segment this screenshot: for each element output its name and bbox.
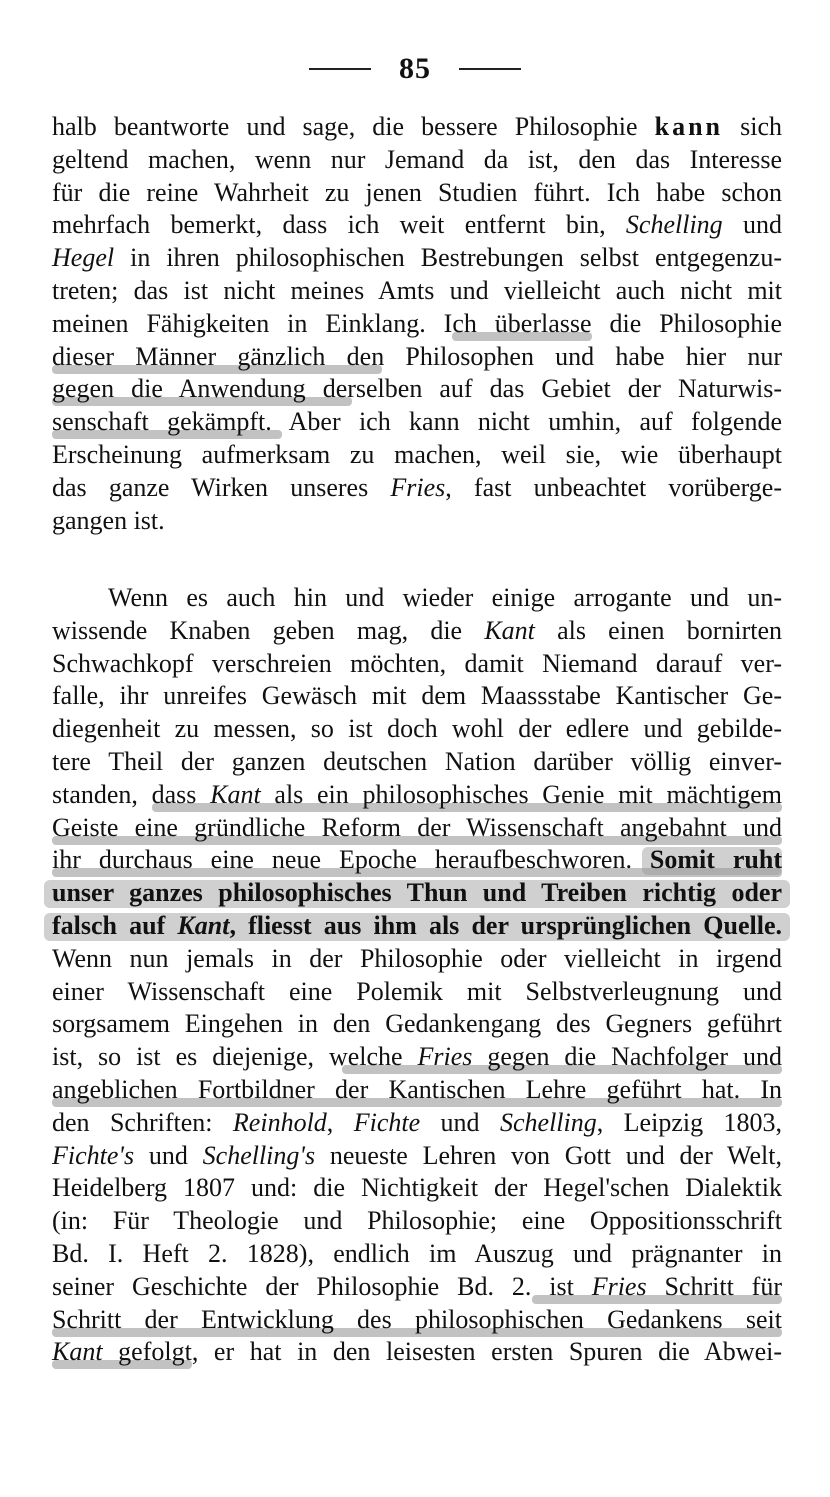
text-line: Kant gefolgt, er hat in den leisesten ersten Spuren die Abwei-: [52, 1336, 782, 1369]
text-line: gangen ist.: [52, 505, 165, 535]
text-line: geltend machen, wenn nur Jemand da ist, den das Interesse: [52, 144, 782, 174]
text-line: meinen Fähigkeiten in Einklang. Ich überlasse die Philosophie: [52, 308, 782, 341]
text-line: dieser Männer gänzlich den Philosophen und habe hier nur: [52, 341, 782, 374]
header-rule-left: [309, 68, 371, 70]
paragraph-1: [52, 111, 782, 537]
text-line: halb beantworte und sage, die bessere Philosophie kann sich: [52, 112, 782, 141]
text-line: seiner Geschichte der Philosophie Bd. 2. ist Fries Schritt für: [52, 1271, 782, 1304]
text-line: falsch auf Kant, fliesst aus ihm als der ursprünglichen Quelle.: [52, 910, 782, 943]
text-line: einer Wissenschaft eine Polemik mit Selbstverleugnung und: [52, 976, 782, 1006]
text-line: (in: Für Theologie und Philosophie; eine Oppositionsschrift: [52, 1206, 782, 1236]
text-line: ihr durchaus eine neue Epoche heraufbeschworen. Somit ruht: [52, 844, 782, 877]
text-line: angeblichen Fortbildner der Kantischen Lehre geführt hat. In: [52, 1074, 782, 1107]
text-line: Hegel in ihren philosophischen Bestrebungen selbst entgegenzu-: [52, 243, 782, 273]
text-line: unser ganzes philosophisches Thun und Treiben richtig oder: [52, 877, 782, 910]
text-line: sorgsamem Eingehen in den Gedankengang des Gegners geführt: [52, 1009, 782, 1039]
text-line: Heidelberg 1807 und: die Nichtigkeit der Hegel'schen Dialektik: [52, 1173, 782, 1203]
text-line: falle, ihr unreifes Gewäsch mit dem Maassstabe Kantischer Ge-: [52, 681, 782, 711]
text-line: Schritt der Entwicklung des philosophischen Gedankens seit: [52, 1304, 782, 1337]
text-line: wissende Knaben geben mag, die Kant als einen bornirten: [52, 615, 782, 645]
text-line: standen, dass Kant als ein philosophisches Genie mit mächtigem: [52, 779, 782, 812]
text-line: Geiste eine gründliche Reform der Wissenschaft angebahnt und: [52, 812, 782, 845]
page-number: 85: [399, 52, 431, 85]
text-line: Wenn nun jemals in der Philosophie oder vielleicht in irgend: [52, 943, 782, 973]
text-line: ist, so ist es diejenige, welche Fries gegen die Nachfolger und: [52, 1041, 782, 1074]
text-line: den Schriften: Reinhold, Fichte und Schelling, Leipzig 1803,: [52, 1107, 782, 1137]
text-line: Schwachkopf verschreien möchten, damit Niemand darauf ver-: [52, 648, 782, 678]
text-line: diegenheit zu messen, so ist doch wohl der edlere und gebilde-: [52, 714, 782, 744]
text-line: tere Theil der ganzen deutschen Nation darüber völlig einver-: [52, 746, 782, 776]
text-line: das ganze Wirken unseres Fries, fast unbeachtet vorüberge-: [52, 472, 782, 502]
header-rule-right: [459, 68, 521, 70]
text-line: gegen die Anwendung derselben auf das Gebiet der Naturwis-: [52, 373, 782, 406]
paragraph-2: [52, 582, 782, 1369]
text-line: treten; das ist nicht meines Amts und vielleicht auch nicht mit: [52, 275, 782, 305]
text-line: Erscheinung aufmerksam zu machen, weil sie, wie überhaupt: [52, 439, 782, 469]
text-line: mehrfach bemerkt, dass ich weit entfernt bin, Schelling und: [52, 210, 783, 240]
text-line: Fichte's und Schelling's neueste Lehren von Gott und der Welt,: [52, 1140, 783, 1170]
text-line: senschaft gekämpft. Aber ich kann nicht umhin, auf folgende: [52, 406, 782, 439]
text-line: Wenn es auch hin und wieder einige arrogante und un-: [108, 583, 782, 612]
page-header: [0, 52, 830, 86]
text-line: Bd. I. Heft 2. 1828), endlich im Auszug und prägnanter in: [52, 1238, 782, 1268]
text-line: für die reine Wahrheit zu jenen Studien führt. Ich habe schon: [52, 177, 782, 207]
